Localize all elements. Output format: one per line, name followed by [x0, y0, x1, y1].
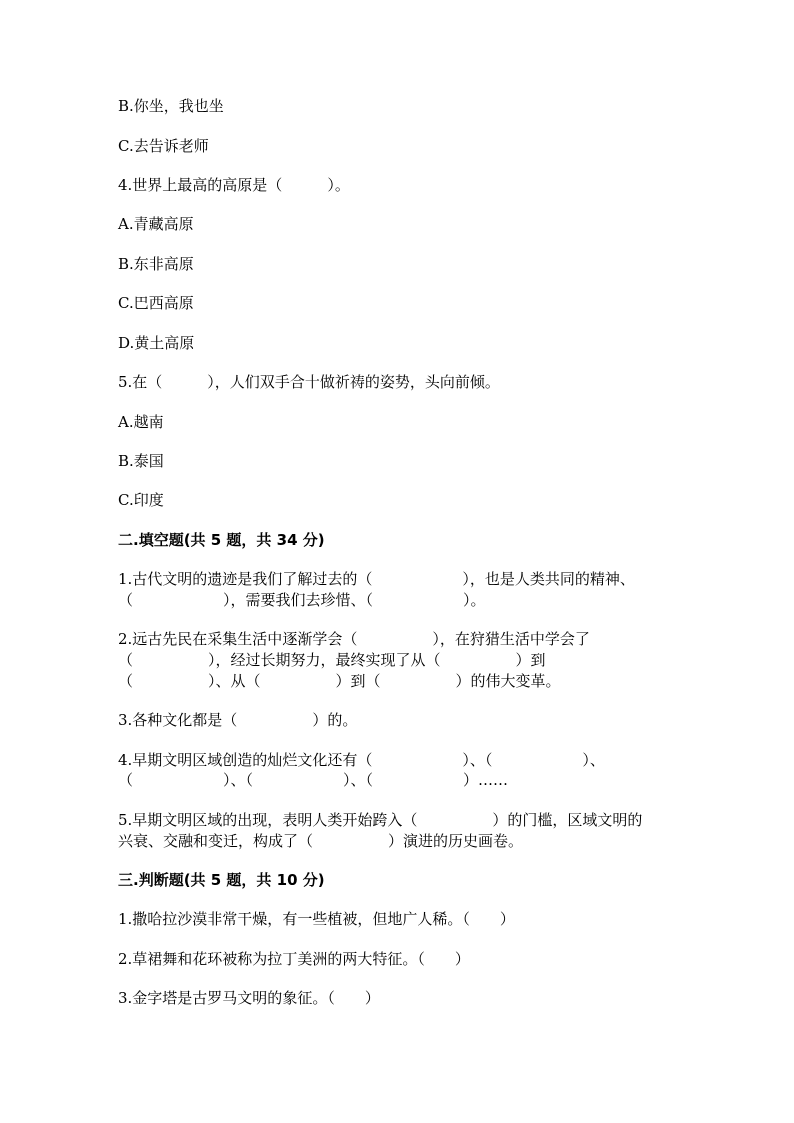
fill-q1-line1: 1.古代文明的遗迹是我们了解过去的（ ），也是人类共同的精神、 — [118, 570, 635, 588]
fill-q2-line2: （ ），经过长期努力，最终实现了从（ ）到 — [118, 651, 546, 669]
tf-q3: 3.金字塔是古罗马文明的象征。（ ） — [118, 989, 380, 1007]
fill-q2-line3: （ ）、从（ ）到（ ）的伟大变革。 — [118, 672, 561, 690]
q5-stem: 5.在（ ），人们双手合十做祈祷的姿势，头向前倾。 — [118, 373, 500, 391]
fill-q1-line2: （ ），需要我们去珍惜、（ ）。 — [118, 591, 486, 609]
fill-q5-line2: 兴衰、交融和变迁，构成了（ ）演进的历史画卷。 — [118, 832, 524, 850]
fill-q4-line2: （ ）、（ ）、（ ）…… — [118, 771, 509, 789]
q4-option-b: B.东非高原 — [118, 255, 194, 273]
q4-option-d: D.黄土高原 — [118, 334, 195, 352]
section-fill-in-title: 二.填空题(共 5 题，共 34 分) — [118, 531, 325, 549]
q4-option-a: A.青藏高原 — [118, 215, 194, 233]
q5-option-b: B.泰国 — [118, 452, 164, 470]
q5-option-a: A.越南 — [118, 413, 164, 431]
fill-q4-line1: 4.早期文明区域创造的灿烂文化还有（ ）、（ ）、 — [118, 751, 605, 769]
q4-stem: 4.世界上最高的高原是（ ）。 — [118, 176, 350, 194]
fill-q5-line1: 5.早期文明区域的出现，表明人类开始跨入（ ）的门槛，区域文明的 — [118, 811, 643, 829]
q5-option-c: C.印度 — [118, 491, 164, 509]
fill-q3-line1: 3.各种文化都是（ ）的。 — [118, 711, 358, 729]
tf-q2: 2.草裙舞和花环被称为拉丁美洲的两大特征。（ ） — [118, 950, 470, 968]
q3-option-c: C.去告诉老师 — [118, 137, 209, 155]
section-true-false-title: 三.判断题(共 5 题，共 10 分) — [118, 871, 325, 889]
fill-q2-line1: 2.远古先民在采集生活中逐渐学会（ ），在狩猎生活中学会了 — [118, 630, 590, 648]
q4-option-c: C.巴西高原 — [118, 294, 194, 312]
tf-q1: 1.撒哈拉沙漠非常干燥，有一些植被，但地广人稀。（ ） — [118, 910, 515, 928]
q3-option-b: B.你坐，我也坐 — [118, 97, 224, 115]
